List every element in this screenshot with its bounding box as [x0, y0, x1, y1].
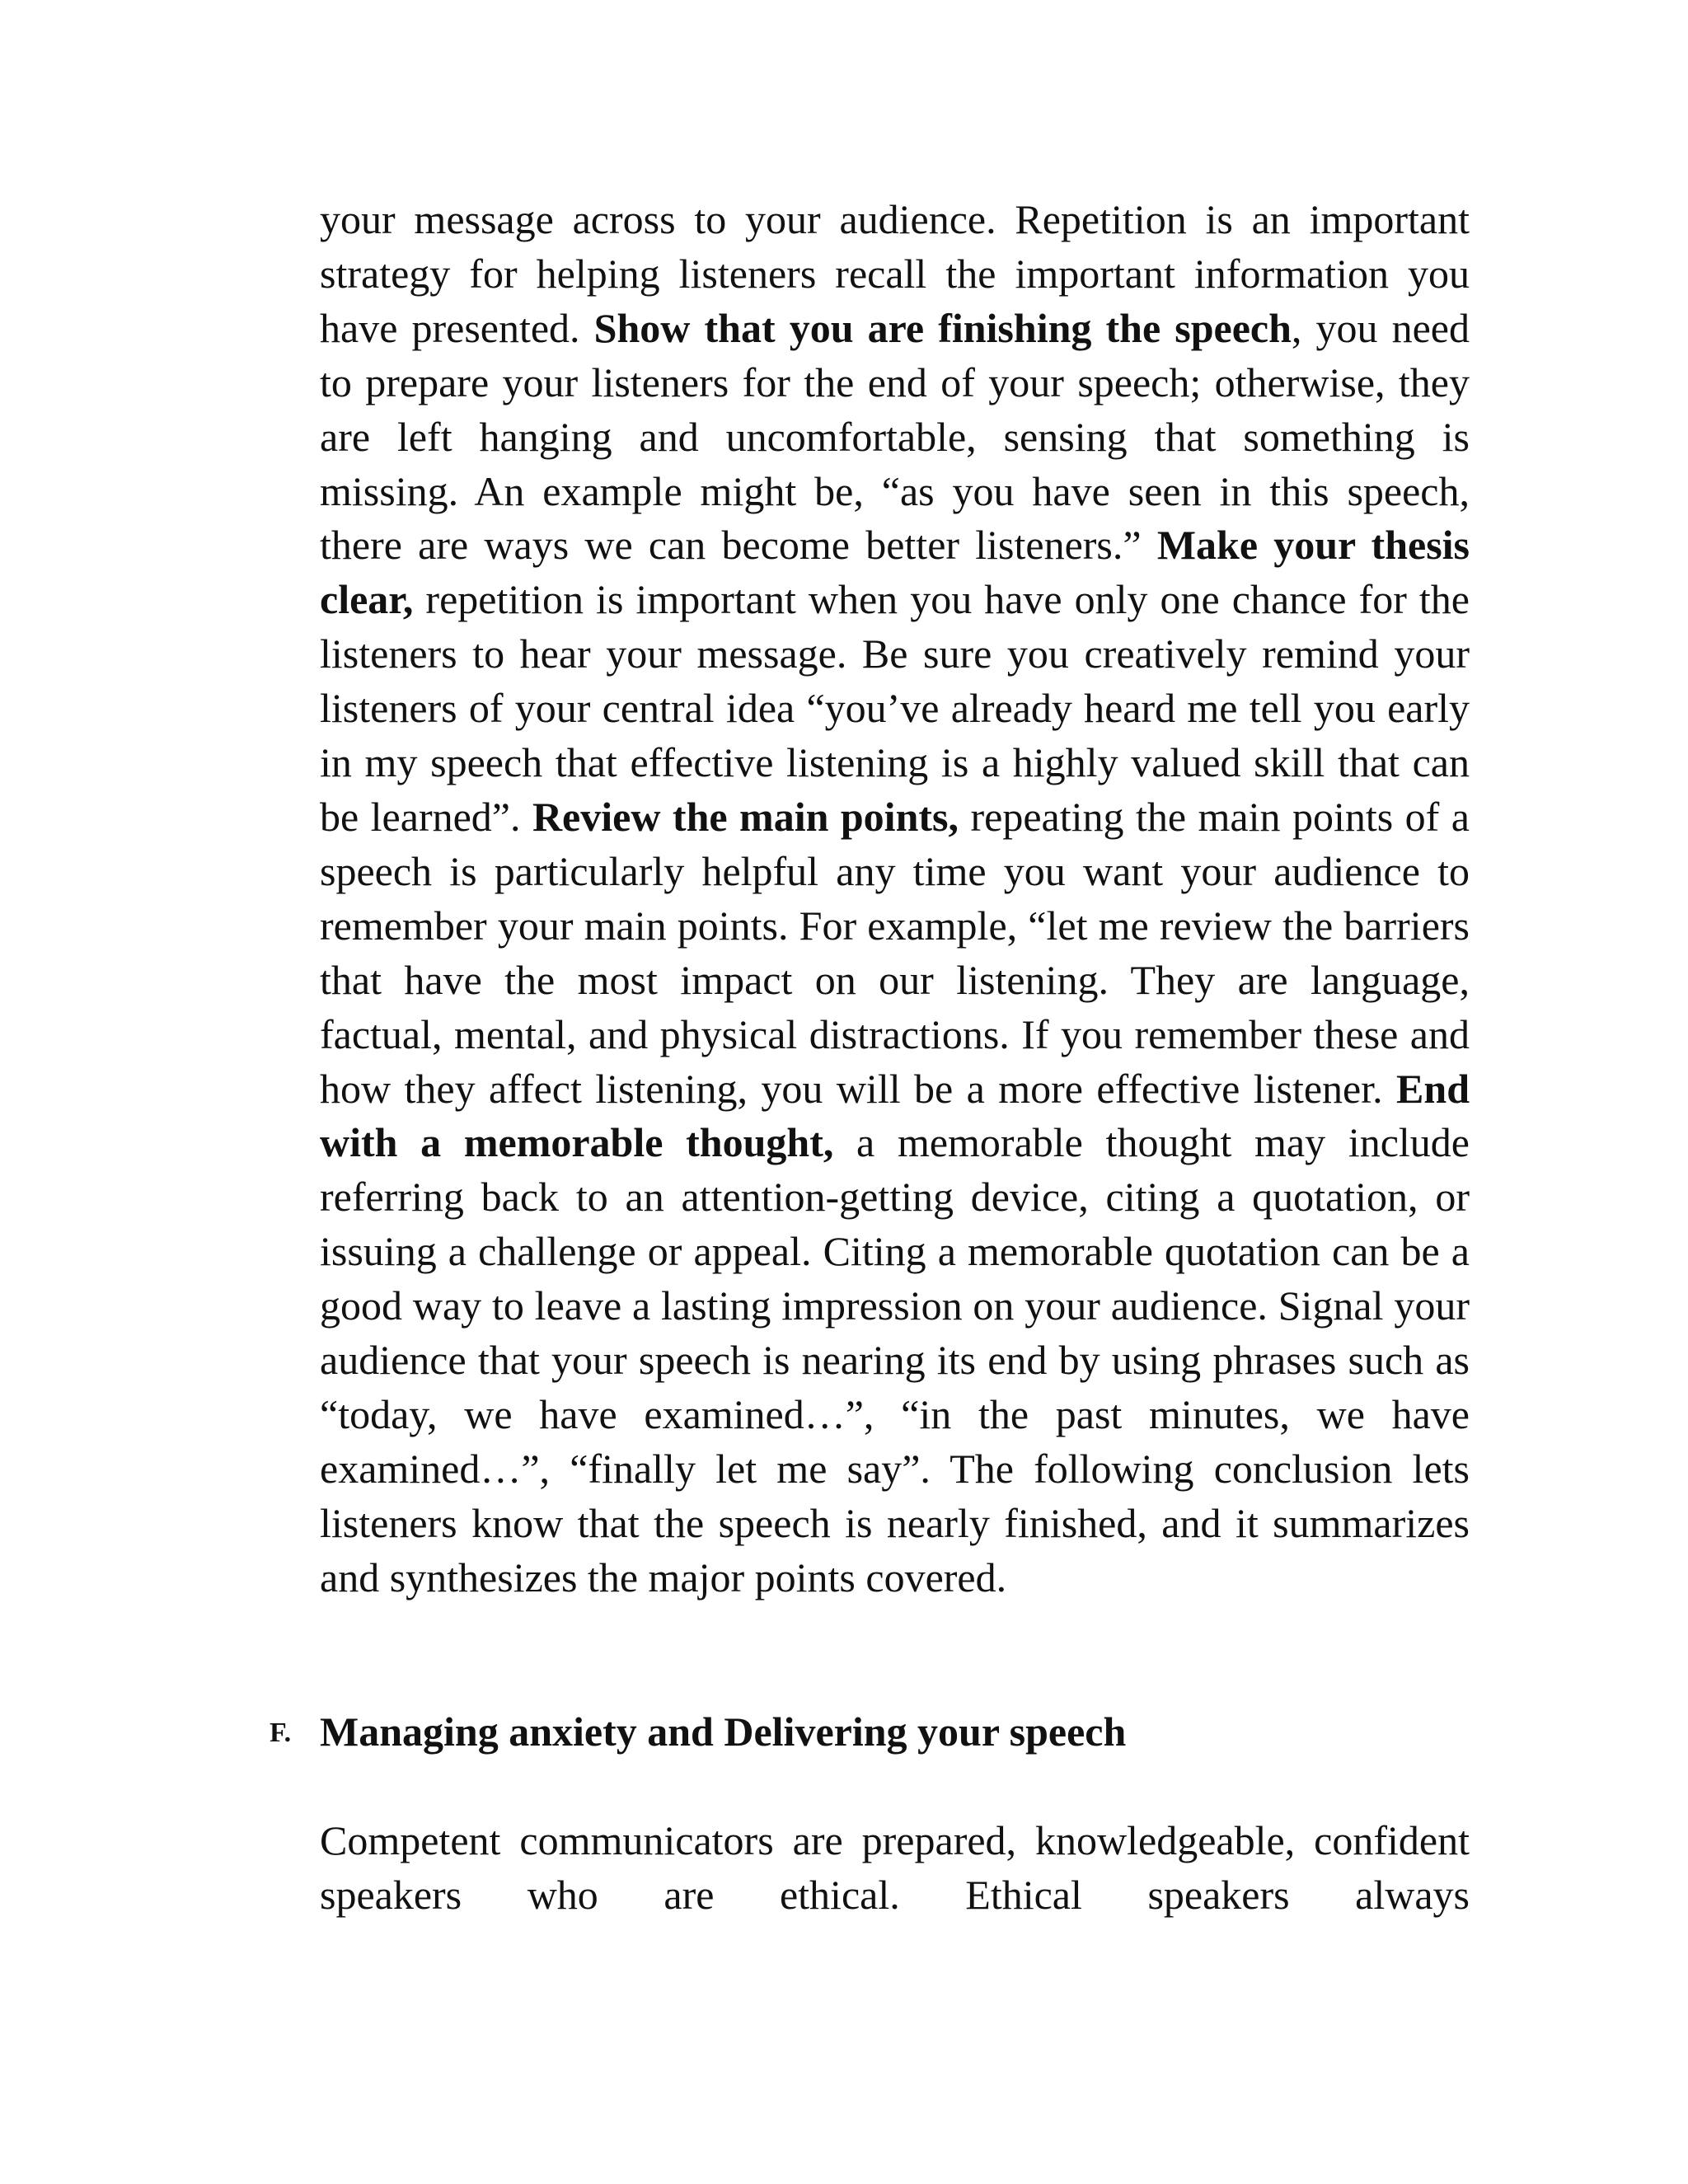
paragraph-text: your message across to your audience. Repetition is an important strategy for helping listeners recall the important information you have presented. — [320, 196, 1470, 351]
section-intro-paragraph: Competent communicators are prepared, knowledgeable, confident speakers who are ethical. Ethical speakers always — [320, 1817, 1470, 1918]
bold-phrase-thesis-clear: Make your thesis clear, — [320, 522, 1470, 623]
bold-phrase-show-finishing: Show that you are finishing the speech — [593, 304, 1292, 351]
section-marker: F. — [270, 1718, 292, 1748]
conclusion-paragraph — [320, 193, 1470, 1605]
bold-phrase-review-points: Review the main points, — [532, 793, 959, 840]
paragraph-text: repetition is important when you have only one chance for the listeners to hear your message. Be sure you creatively remind your listeners of your central idea “you’ve already heard me tell you early in my speech that effective listening is a highly valued skill that can be learned”. — [320, 576, 1470, 840]
section-heading: Managing anxiety and Delivering your speech — [320, 1708, 1127, 1755]
paragraph-text: a memorable thought may include referring back to an attention-getting device, citing a quotation, or issuing a challenge or appeal. Citing a memorable quotation can be a good way to leave a lasting impression on your audience. Signal your audience that your speech is nearing its end by using phrases such as “today, we have examined…”, “in the past minutes, we have examined…”, “finally let me say”. The following conclusion lets listeners know that the speech is nearly finished, and it summarizes and synthesizes the major points covered. — [320, 1119, 1470, 1601]
paragraph-text: , you need to prepare your listeners for the end of your speech; otherwise, they are left hanging and uncomfortable, sensing that something is missing. An example might be, “as you have seen in this speech, there are ways we can become better listeners.” — [320, 304, 1470, 569]
bold-phrase-memorable-thought: End with a memorable thought, — [320, 1065, 1470, 1166]
paragraph-text: repeating the main points of a speech is particularly helpful any time you want your audience to remember your main points. For example, “let me review the barriers that have the most impact on our listening. They are language, factual, mental, and physical distractions. If you remember these and how they affect listening, you will be a more effective listener. — [320, 793, 1470, 1112]
